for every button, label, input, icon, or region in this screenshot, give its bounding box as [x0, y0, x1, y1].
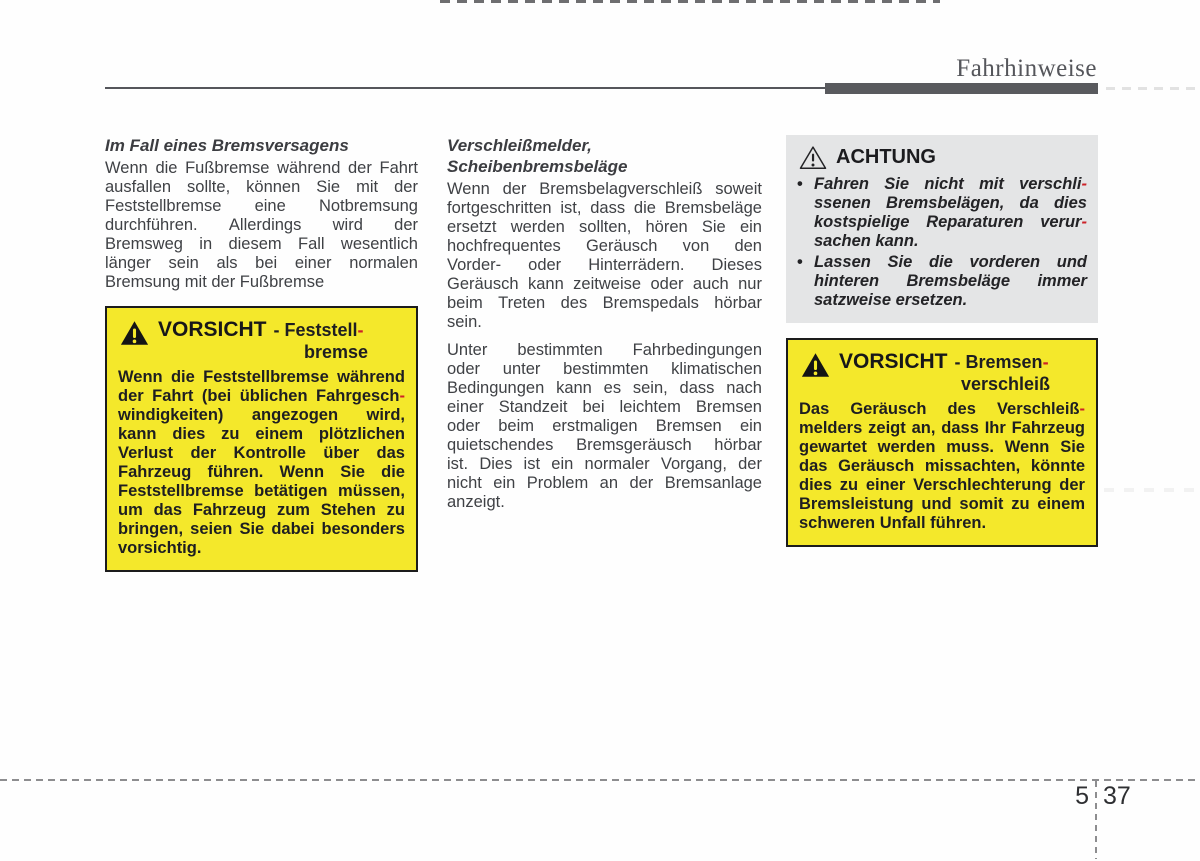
red-hyphen: - [1081, 175, 1087, 193]
caution-title-text: VORSICHT - Bremsen- verschleiß [839, 350, 1051, 394]
paragraph-wear-indicator-2 [447, 341, 762, 512]
top-crop-dash-line [440, 0, 940, 3]
text-line: Lassen Sie die vorderen und [814, 253, 1087, 271]
right-edge-dash-top [1106, 87, 1200, 90]
text-line: Fahrzeug führen. Wenn Sie die [118, 463, 405, 481]
text-line: satzweise ersetzen. [814, 291, 968, 309]
text-line: nicht ein Problem an der Bremsanlage [447, 474, 762, 492]
text-line: Bremsweg in diesem Fall wesentlich [105, 235, 418, 253]
warning-triangle-icon [120, 320, 149, 346]
text-line: sachen kann. [814, 232, 919, 250]
caution-subject: Feststell [284, 320, 358, 340]
header-accent-bar [825, 83, 1098, 94]
right-edge-dash-middle [1104, 488, 1200, 492]
paragraph-brake-failure [105, 159, 418, 292]
text-line: Vorder- oder Hinterrädern. Dieses [447, 256, 762, 274]
text-line: ausfallen sollte, können Sie mit der [105, 178, 418, 196]
text-line: einer Standzeit bei leichtem Bremsen [447, 398, 762, 416]
bottom-crop-dash-line [0, 779, 1200, 781]
text-line: der Fahrt (bei üblichen Fahrgesch- [118, 387, 405, 405]
section-heading-brake-failure: Im Fall eines Bremsversagens [105, 136, 349, 155]
caution-subject: Bremsen [965, 352, 1043, 372]
text-line: Bremsleistung und somit zu einem [799, 495, 1085, 513]
text-line: Feststellbremse eine Notbremsung [105, 197, 418, 215]
page-number: 37 [1103, 782, 1131, 810]
caution-box-brake-wear [786, 338, 1098, 547]
caution-box-title [118, 318, 405, 363]
text-line: Bremsung mit der Fußbremse [105, 273, 325, 291]
caution-box-body [118, 368, 405, 558]
text-line: Geräusch kann zeitweise oder auch nur [447, 275, 762, 293]
paragraph-wear-indicator-1 [447, 180, 762, 332]
caution-box-title [799, 350, 1085, 395]
text-line: Bedingungen kann es sein, dass nach [447, 379, 762, 397]
text-line: bringen, seien Sie dabei besonders [118, 520, 405, 538]
text-line: dies zu einer Verschlechterung der [799, 476, 1085, 494]
caution-label: VORSICHT [839, 350, 948, 373]
text-line: Verlust der Kontrolle über das [118, 444, 405, 462]
page-body [105, 135, 1098, 572]
caution-label: VORSICHT [158, 318, 267, 341]
text-line: anzeigt. [447, 493, 505, 511]
text-line: melders zeigt an, dass Ihr Fahrzeug [799, 419, 1085, 437]
page-number-divider-dash [1095, 781, 1097, 859]
red-hyphen: - [357, 320, 364, 340]
column-wear-indicator [447, 135, 762, 572]
bullet-marker: • [797, 175, 803, 193]
text-line: hinteren Bremsbeläge immer [814, 272, 1087, 290]
text-line: ssenen Bremsbelägen, da dies [814, 194, 1087, 212]
caution-subject-line2: verschleiß [961, 374, 1051, 394]
attention-triangle-icon [799, 145, 827, 170]
text-line: windigkeiten) angezogen wird, [118, 406, 405, 424]
text-line: vorsichtig. [118, 539, 202, 557]
text-line: kann dies zu einem plötzlichen [118, 425, 405, 443]
caution-title-text: VORSICHT - Feststell- bremse [158, 318, 369, 362]
text-line: das Geräusch missachten, könnte [799, 457, 1085, 475]
text-line: oder beim erstmaligen Bremsen ein [447, 417, 762, 435]
text-line: gewartet werden muss. Wenn Sie [799, 438, 1085, 456]
text-line: oder unter bestimmten klimatischen [447, 360, 762, 378]
caution-box-parking-brake [105, 306, 418, 572]
text-line: beim Treten des Bremspedals hörbar [447, 294, 762, 312]
text-line: quietschendes Bremsgeräusch hörbar [447, 436, 762, 454]
text-line: Wenn die Feststellbremse während [118, 368, 405, 386]
text-line: um das Fahrzeug zum Stehen zu [118, 501, 405, 519]
column-brake-failure [105, 135, 418, 572]
warning-triangle-icon [801, 352, 830, 378]
attention-box-title [797, 145, 1087, 170]
section-heading-wear-indicator: Verschleißmelder, Scheibenbremsbeläge [447, 136, 628, 176]
text-line: Das Geräusch des Verschleiß- [799, 400, 1085, 418]
text-line: Fahren Sie nicht mit verschli- [814, 175, 1087, 193]
text-line: Unter bestimmten Fahrbedingungen [447, 341, 762, 359]
chapter-number: 5 [1075, 782, 1089, 810]
text-line: länger sein als bei einer normalen [105, 254, 418, 272]
text-line: schweren Unfall führen. [799, 514, 987, 532]
red-hyphen: - [1079, 400, 1085, 418]
attention-box [786, 135, 1098, 323]
attention-bullet-1 [797, 175, 1087, 251]
column-notices [786, 135, 1098, 572]
text-line: ist. Dies ist ein normaler Vorgang, der [447, 455, 762, 473]
bullet-marker: • [797, 253, 803, 271]
red-hyphen: - [1081, 213, 1087, 231]
text-line: Wenn der Bremsbelagverschleiß soweit [447, 180, 762, 198]
caution-box-body [799, 400, 1085, 533]
page-title: Fahrhinweise [956, 55, 1097, 82]
text-line: durchführen. Allerdings wird der [105, 216, 418, 234]
text-line: ersetzt werden sollten, hören Sie ein [447, 218, 762, 236]
text-line: sein. [447, 313, 482, 331]
red-hyphen: - [1042, 352, 1049, 372]
text-line: hochfrequentes Geräusch von den [447, 237, 762, 255]
attention-label: ACHTUNG [836, 146, 936, 168]
text-line: Feststellbremse betätigen müssen, [118, 482, 405, 500]
attention-bullet-2 [797, 253, 1087, 310]
text-line: kostspielige Reparaturen verur- [814, 213, 1087, 231]
text-line: fortgeschritten ist, dass die Bremsbeläge [447, 199, 762, 217]
red-hyphen: - [399, 387, 405, 405]
text-line: Wenn die Fußbremse während der Fahrt [105, 159, 418, 177]
caution-subject-line2: bremse [304, 342, 369, 362]
